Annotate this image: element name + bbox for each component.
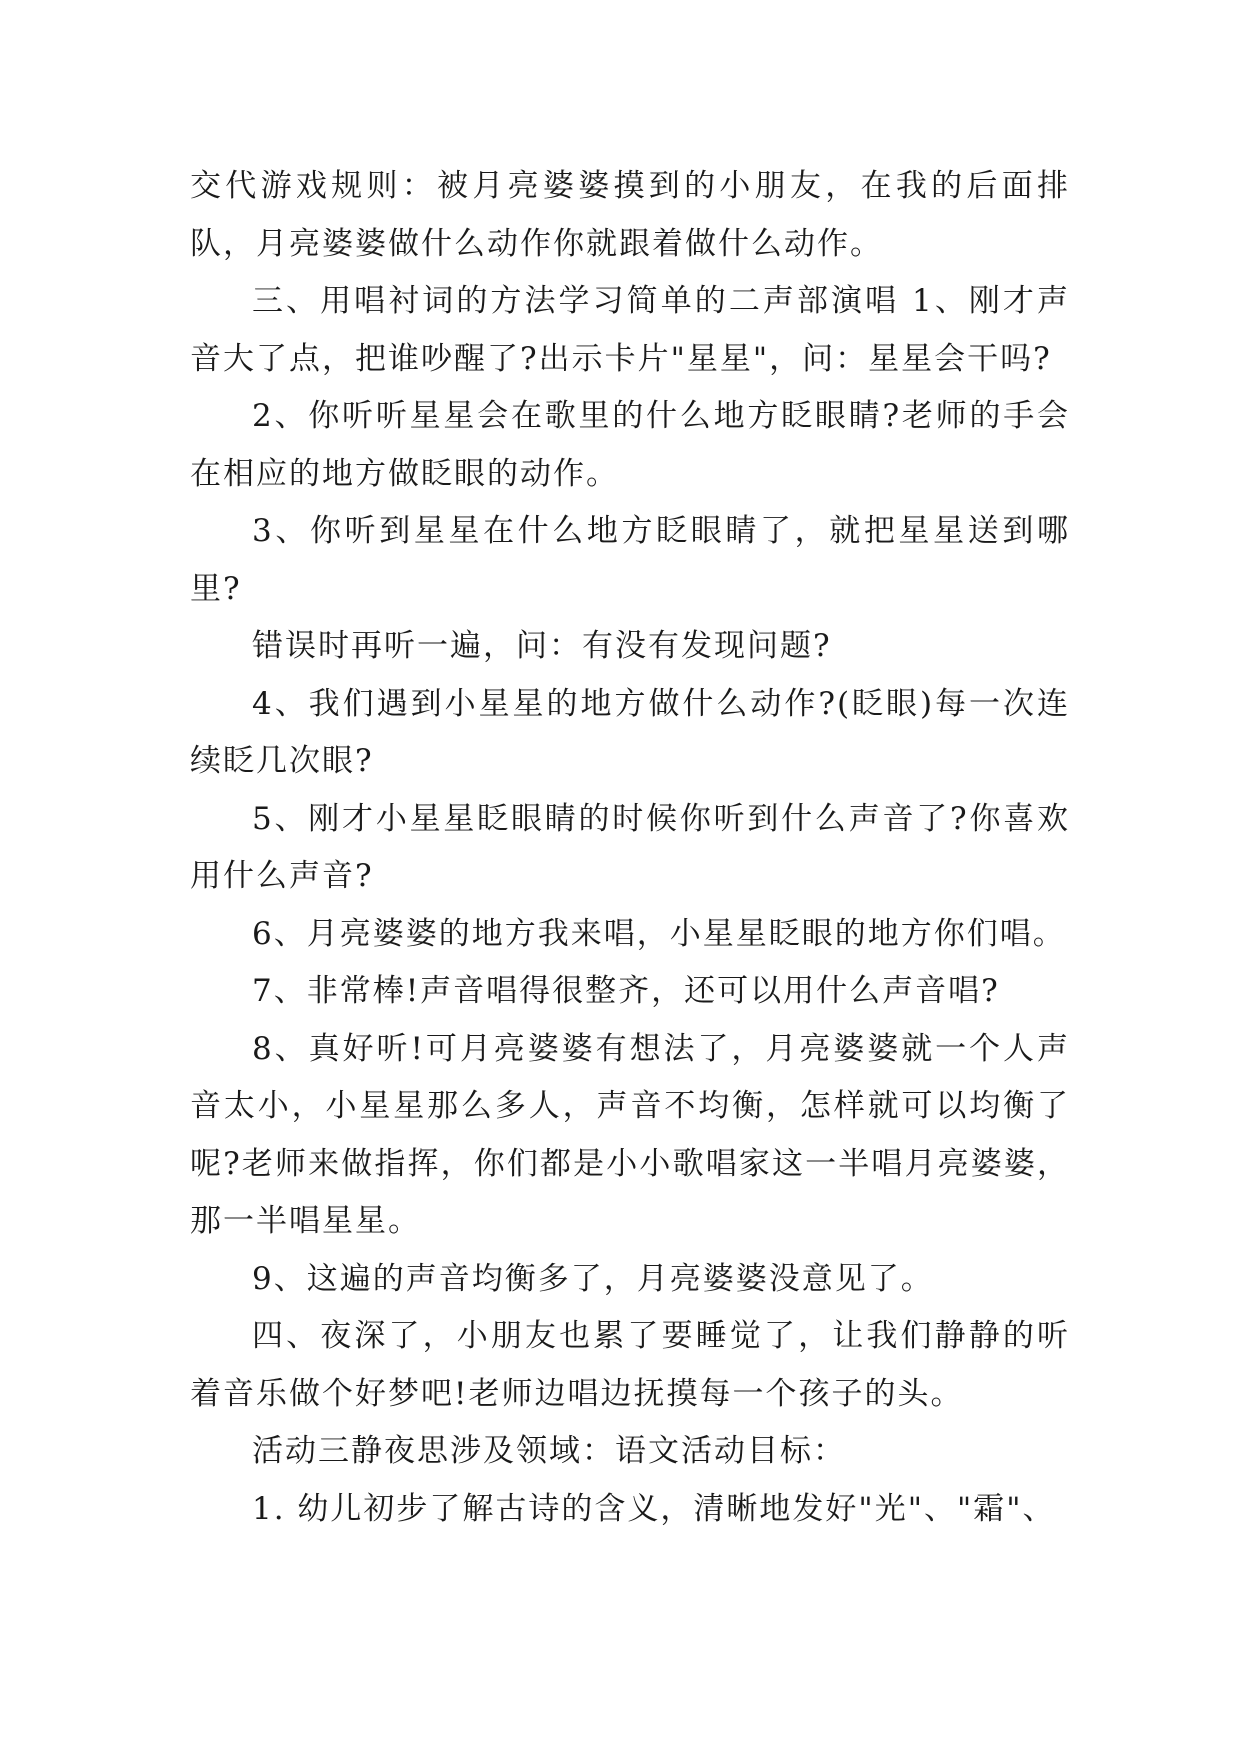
paragraph-6: 4、我们遇到小星星的地方做什么动作?(眨眼)每一次连续眨几次眼? (190, 685, 1070, 779)
paragraph-13: 活动三静夜思涉及领域：语文活动目标： (252, 1433, 846, 1469)
paragraph-8: 6、月亮婆婆的地方我来唱，小星星眨眼的地方你们唱。 (252, 915, 1066, 952)
paragraph-11: 9、这遍的声音均衡多了，月亮婆婆没意见了。 (252, 1260, 934, 1297)
document-body (190, 158, 1070, 1538)
paragraph-1: 交代游戏规则：被月亮婆婆摸到的小朋友，在我的后面排队，月亮婆婆做什么动作你就跟着做什么动作。 (190, 168, 1070, 262)
paragraph-3: 2、你听听星星会在歌里的什么地方眨眼睛?老师的手会在相应的地方做眨眼的动作。 (190, 398, 1070, 492)
paragraph-14: 1. 幼儿初步了解古诗的含义，清晰地发好"光"、"霜"、 (252, 1490, 1056, 1527)
paragraph-7: 5、刚才小星星眨眼睛的时候你听到什么声音了?你喜欢用什么声音? (190, 800, 1070, 894)
paragraph-4: 3、你听到星星在什么地方眨眼睛了，就把星星送到哪里? (190, 513, 1070, 607)
paragraph-2: 三、用唱衬词的方法学习简单的二声部演唱 1、刚才声音大了点，把谁吵醒了?出示卡片"星星"，问：星星会干吗? (190, 283, 1070, 377)
paragraph-9: 7、非常棒!声音唱得很整齐，还可以用什么声音唱? (252, 973, 1000, 1009)
paragraph-12: 四、夜深了，小朋友也累了要睡觉了，让我们静静的听着音乐做个好梦吧!老师边唱边抚摸每一个孩子的头。 (190, 1318, 1070, 1412)
paragraph-10: 8、真好听!可月亮婆婆有想法了，月亮婆婆就一个人声音太小，小星星那么多人，声音不均衡，怎样就可以均衡了呢?老师来做指挥，你们都是小小歌唱家这一半唱月亮婆婆，那一半唱星星。 (190, 1030, 1070, 1239)
paragraph-5: 错误时再听一遍，问：有没有发现问题? (252, 628, 832, 664)
